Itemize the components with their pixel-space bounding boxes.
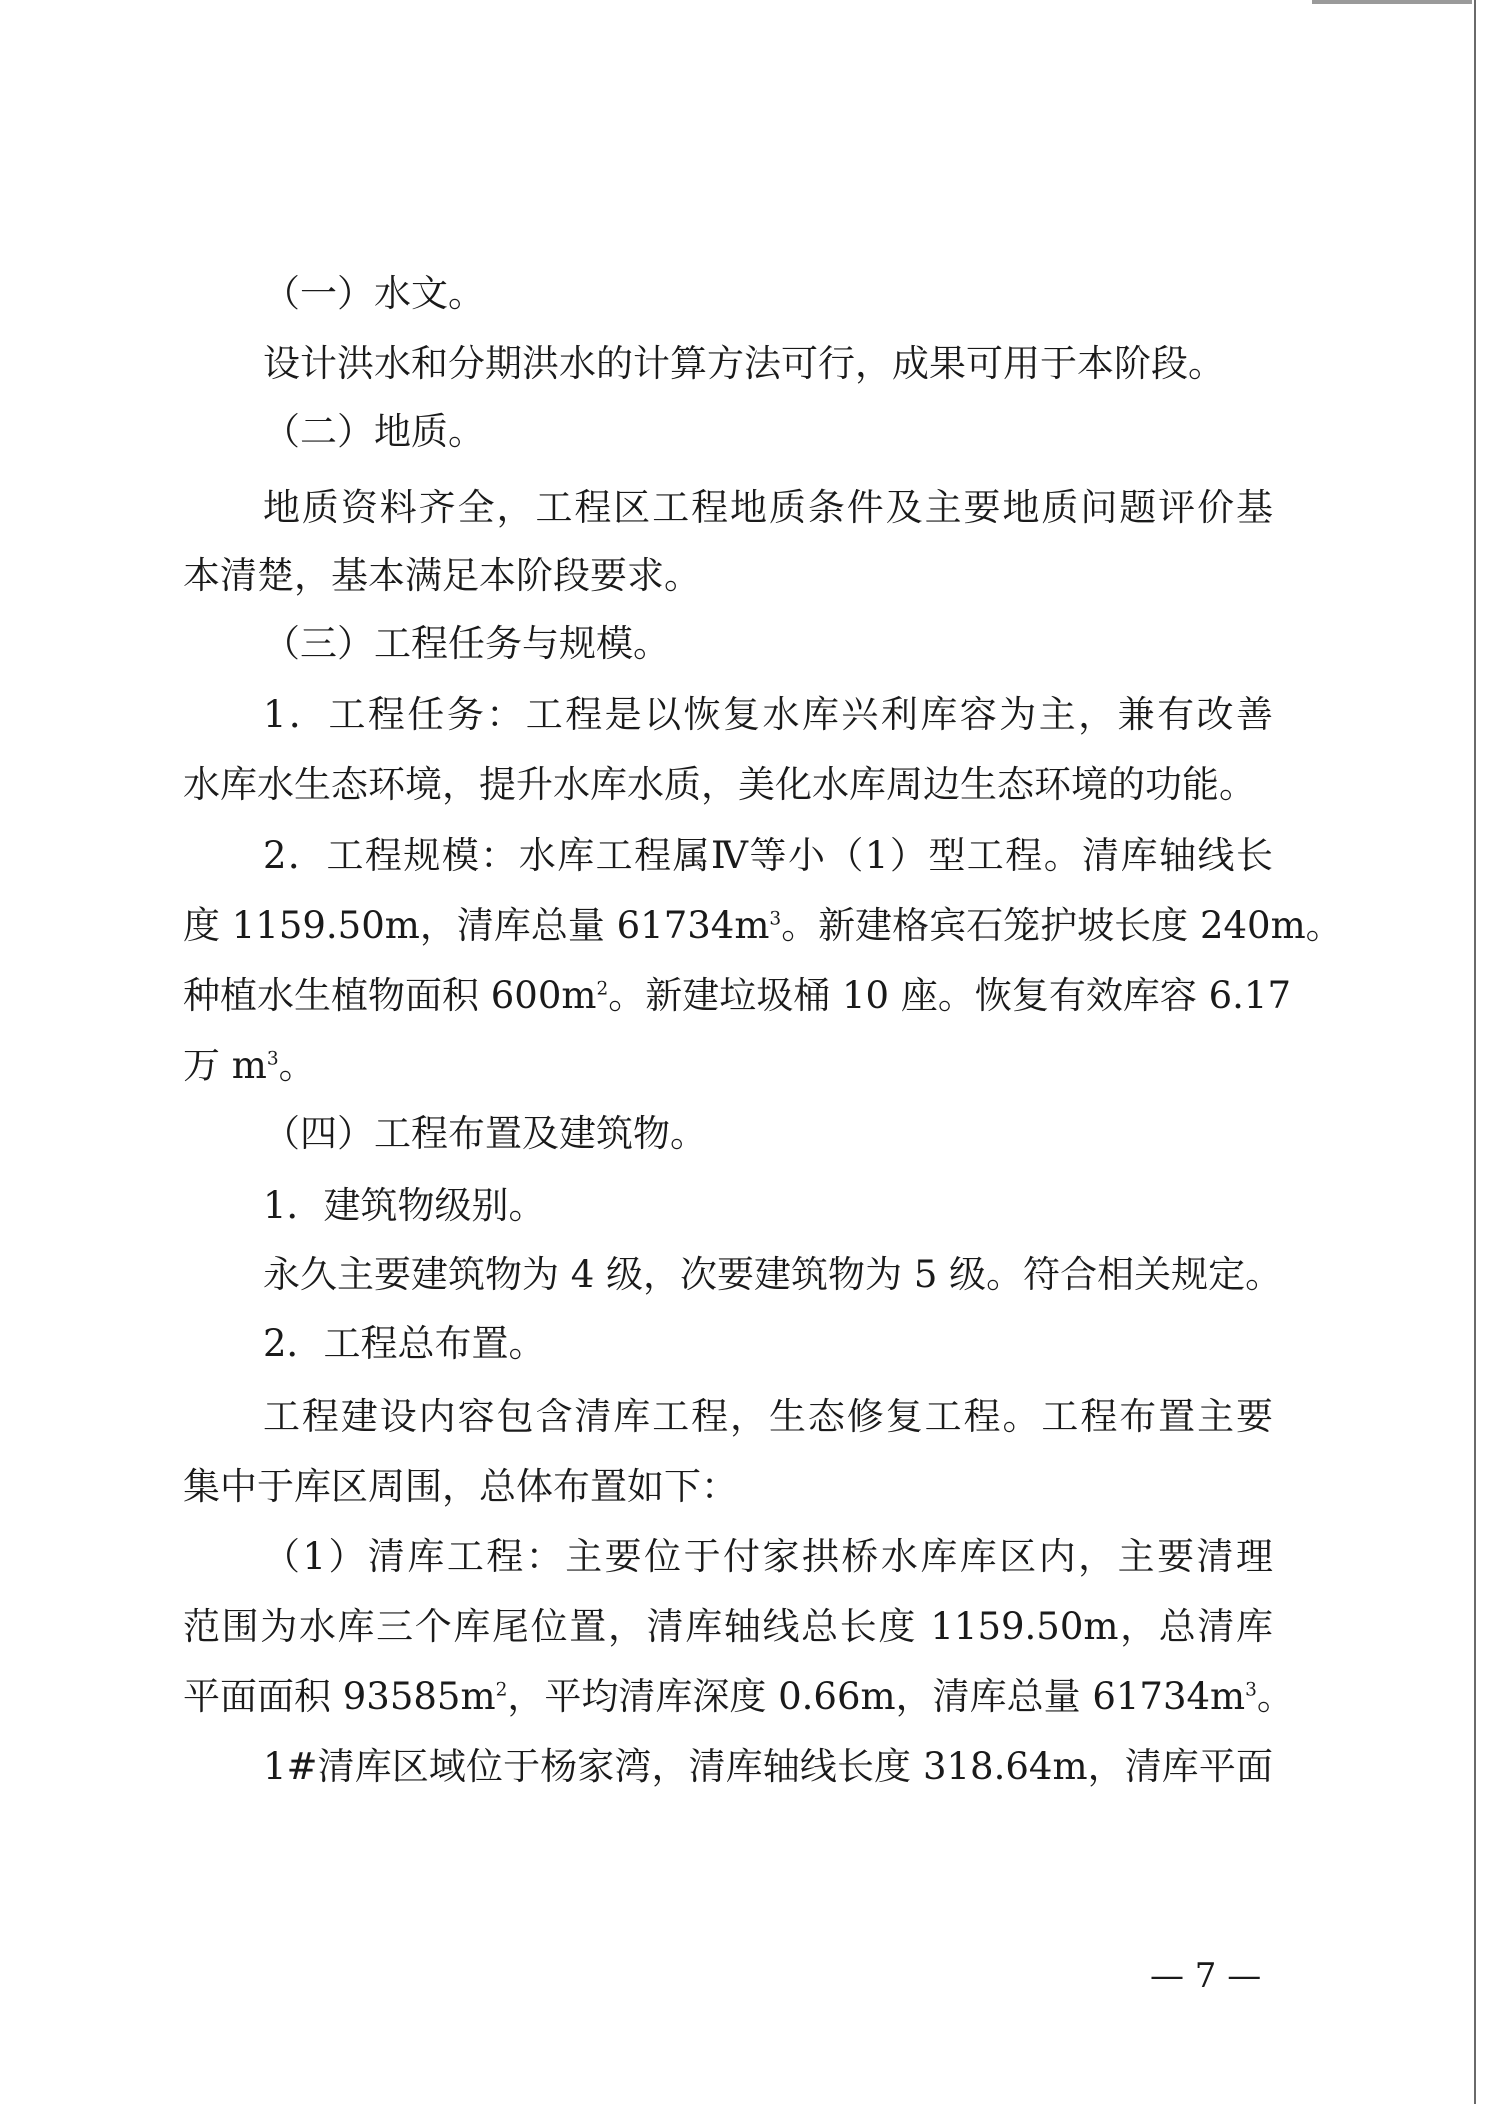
paragraph-geology-line2: 本清楚，基本满足本阶段要求。 xyxy=(183,554,701,597)
paragraph-hydrology: 设计洪水和分期洪水的计算方法可行，成果可用于本阶段。 xyxy=(263,342,1225,385)
scan-edge-line xyxy=(1474,0,1476,2104)
paragraph-scale-line3: 种植水生植物面积 $600m^2$。新建垃圾桶 10 座。恢复有效库容 6.17 xyxy=(183,974,1291,1017)
paragraph-building-grade: 永久主要建筑物为 4 级，次要建筑物为 5 级。符合相关规定。 xyxy=(263,1253,1283,1296)
section-heading-hydrology: （一）水文。 xyxy=(263,272,485,315)
paragraph-tasks-line2: 水库水生态环境，提升水库水质，美化水库周边生态环境的功能。 xyxy=(183,763,1256,806)
paragraph-scale-line1: 2．工程规模：水库工程属Ⅳ等小（1）型工程。清库轴线长 xyxy=(263,834,1273,877)
paragraph-scale-line2: 度 1159.50m，清库总量 $61734m^3$。新建格宾石笼护坡长度 240m。 xyxy=(183,904,1343,947)
subheading-general-layout: 2．工程总布置。 xyxy=(263,1322,546,1365)
paragraph-layout-line2: 集中于库区周围，总体布置如下： xyxy=(183,1465,738,1508)
section-heading-layout: （四）工程布置及建筑物。 xyxy=(263,1112,707,1155)
paragraph-geology-line1: 地质资料齐全，工程区工程地质条件及主要地质问题评价基 xyxy=(263,486,1273,529)
paragraph-area1-line1: 1#清库区域位于杨家湾，清库轴线长度 318.64m，清库平面 xyxy=(263,1745,1273,1788)
section-heading-tasks-scale: （三）工程任务与规模。 xyxy=(263,622,670,665)
paragraph-tasks-line1: 1．工程任务：工程是以恢复水库兴利库容为主，兼有改善 xyxy=(263,693,1273,736)
scan-top-mark xyxy=(1312,0,1472,4)
paragraph-scale-line4: 万 $m^3$。 xyxy=(183,1044,316,1087)
subheading-building-grade: 1．建筑物级别。 xyxy=(263,1184,546,1227)
paragraph-layout-line1: 工程建设内容包含清库工程，生态修复工程。工程布置主要 xyxy=(263,1395,1273,1438)
paragraph-clearing-line2: 范围为水库三个库尾位置，清库轴线总长度 1159.50m，总清库 xyxy=(183,1605,1273,1648)
paragraph-clearing-line1: （1）清库工程：主要位于付家拱桥水库库区内，主要清理 xyxy=(263,1535,1273,1578)
page-number: — 7 — xyxy=(1150,1956,1262,1996)
paragraph-clearing-line3: 平面面积 $93585m^2$，平均清库深度 0.66m，清库总量 $61734m^3$。 xyxy=(183,1675,1294,1718)
section-heading-geology: （二）地质。 xyxy=(263,410,485,453)
